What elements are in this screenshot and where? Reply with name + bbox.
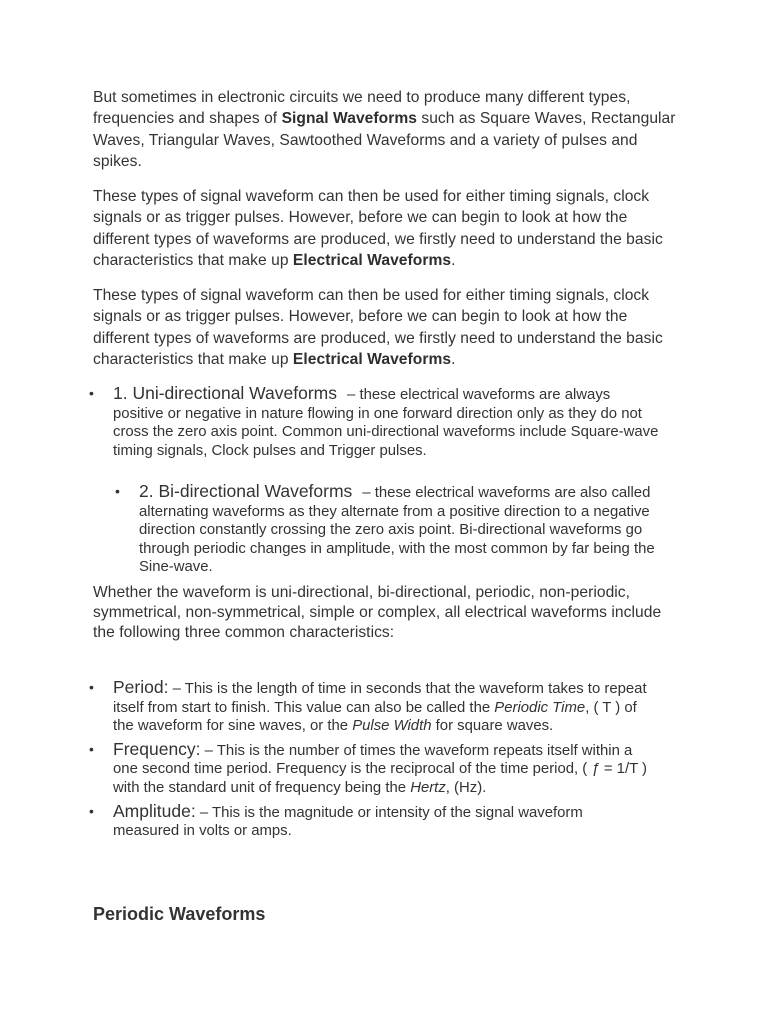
bullet-icon: • <box>89 385 94 401</box>
item-description: these electrical waveforms are also called alternating waveforms as they alternate from a positive direction to a negative direction constantly crossing the zero axis point. Bi-directional waveforms go through periodic changes in amplitude, with the most common by far being the Sine-wave. <box>139 485 655 576</box>
item-term: 2. Bi-directional Waveforms <box>139 481 353 501</box>
characteristics-list <box>89 677 653 845</box>
item-text: – This is the number of times the waveform repeats itself within a one second time period. Frequency is the reciprocal of the time period, ( <box>113 742 633 778</box>
italic-term: Hertz <box>410 779 446 796</box>
italic-term: ƒ <box>591 761 600 778</box>
list-item-uni-directional <box>89 383 661 460</box>
paragraph-3 <box>93 285 683 371</box>
paragraph-text: These types of signal waveform can then be used for either timing signals, clock signals or as trigger pulses. However, before we can begin to look at how the different types of waveforms are produced, we firstly need to understand the basic characteristics that make up <box>93 188 663 270</box>
list-item-period <box>89 677 653 736</box>
italic-term: Pulse Width <box>352 718 432 735</box>
italic-term: Periodic Time <box>494 699 586 716</box>
bullet-icon: • <box>115 483 120 499</box>
paragraph-4 <box>93 583 683 644</box>
bullet-icon: • <box>89 740 94 757</box>
paragraph-2 <box>93 186 683 272</box>
item-dash: – <box>347 387 356 403</box>
paragraph-text: These types of signal waveform can then be used for either timing signals, clock signals or as trigger pulses. However, before we can begin to look at how the different types of waveforms are produced, we firstly need to understand the basic characteristics that make up <box>93 287 663 369</box>
list-item-frequency <box>89 738 653 798</box>
item-text: for square waves. <box>431 718 554 735</box>
intro-paragraph <box>93 87 683 173</box>
item-term: 1. Uni-directional Waveforms <box>113 383 338 403</box>
bold-term: Electrical Waveforms <box>292 252 452 270</box>
bullet-icon: • <box>89 802 94 819</box>
item-term: Amplitude: <box>113 800 196 821</box>
list-item-bi-directional <box>115 481 659 577</box>
bold-term: Electrical Waveforms <box>292 351 452 369</box>
item-term: Period: <box>113 677 169 697</box>
item-text: , ( T ) of the waveform for sine waves, or the <box>113 699 637 735</box>
paragraph-text: such as Square Waves, Rectangular Waves, Triangular Waves, Sawtoothed Waveforms and a variety of pulses and spikes. <box>93 110 676 171</box>
nested-waveform-list <box>115 481 659 577</box>
item-text: – This is the magnitude or intensity of the signal waveform measured in volts or amps. <box>113 804 583 840</box>
list-item-amplitude <box>89 800 653 841</box>
item-text: , (Hz). <box>445 779 487 796</box>
bullet-icon: • <box>89 679 94 695</box>
paragraph-text: . <box>451 252 456 270</box>
paragraph-text: . <box>451 351 456 369</box>
item-text: – This is the length of time in seconds that the waveform takes to repeat itself from start to finish. This value can also be called the <box>113 681 647 716</box>
item-text: = 1/T ) with the standard unit of frequency being the <box>113 761 648 796</box>
paragraph-text: But sometimes in electronic circuits we need to produce many different types, frequencies and shapes of <box>93 89 631 128</box>
item-dash: – <box>362 485 371 501</box>
item-description: these electrical waveforms are always positive or negative in nature flowing in one forward direction only as they do not cross the zero axis point. Common uni-directional waveforms include Square-wave timing signals, Clock pulses and Trigger pulses. <box>113 387 659 459</box>
waveform-types-list <box>89 383 661 460</box>
section-heading: Periodic Waveforms <box>93 904 266 924</box>
bold-term: Signal Waveforms <box>281 110 417 128</box>
paragraph-text: Whether the waveform is uni-directional, bi-directional, periodic, non-periodic, symmetrical, non-symmetrical, simple or complex, all electrical waveforms include the following three common characteristics: <box>93 584 662 642</box>
item-term: Frequency: <box>113 738 201 759</box>
